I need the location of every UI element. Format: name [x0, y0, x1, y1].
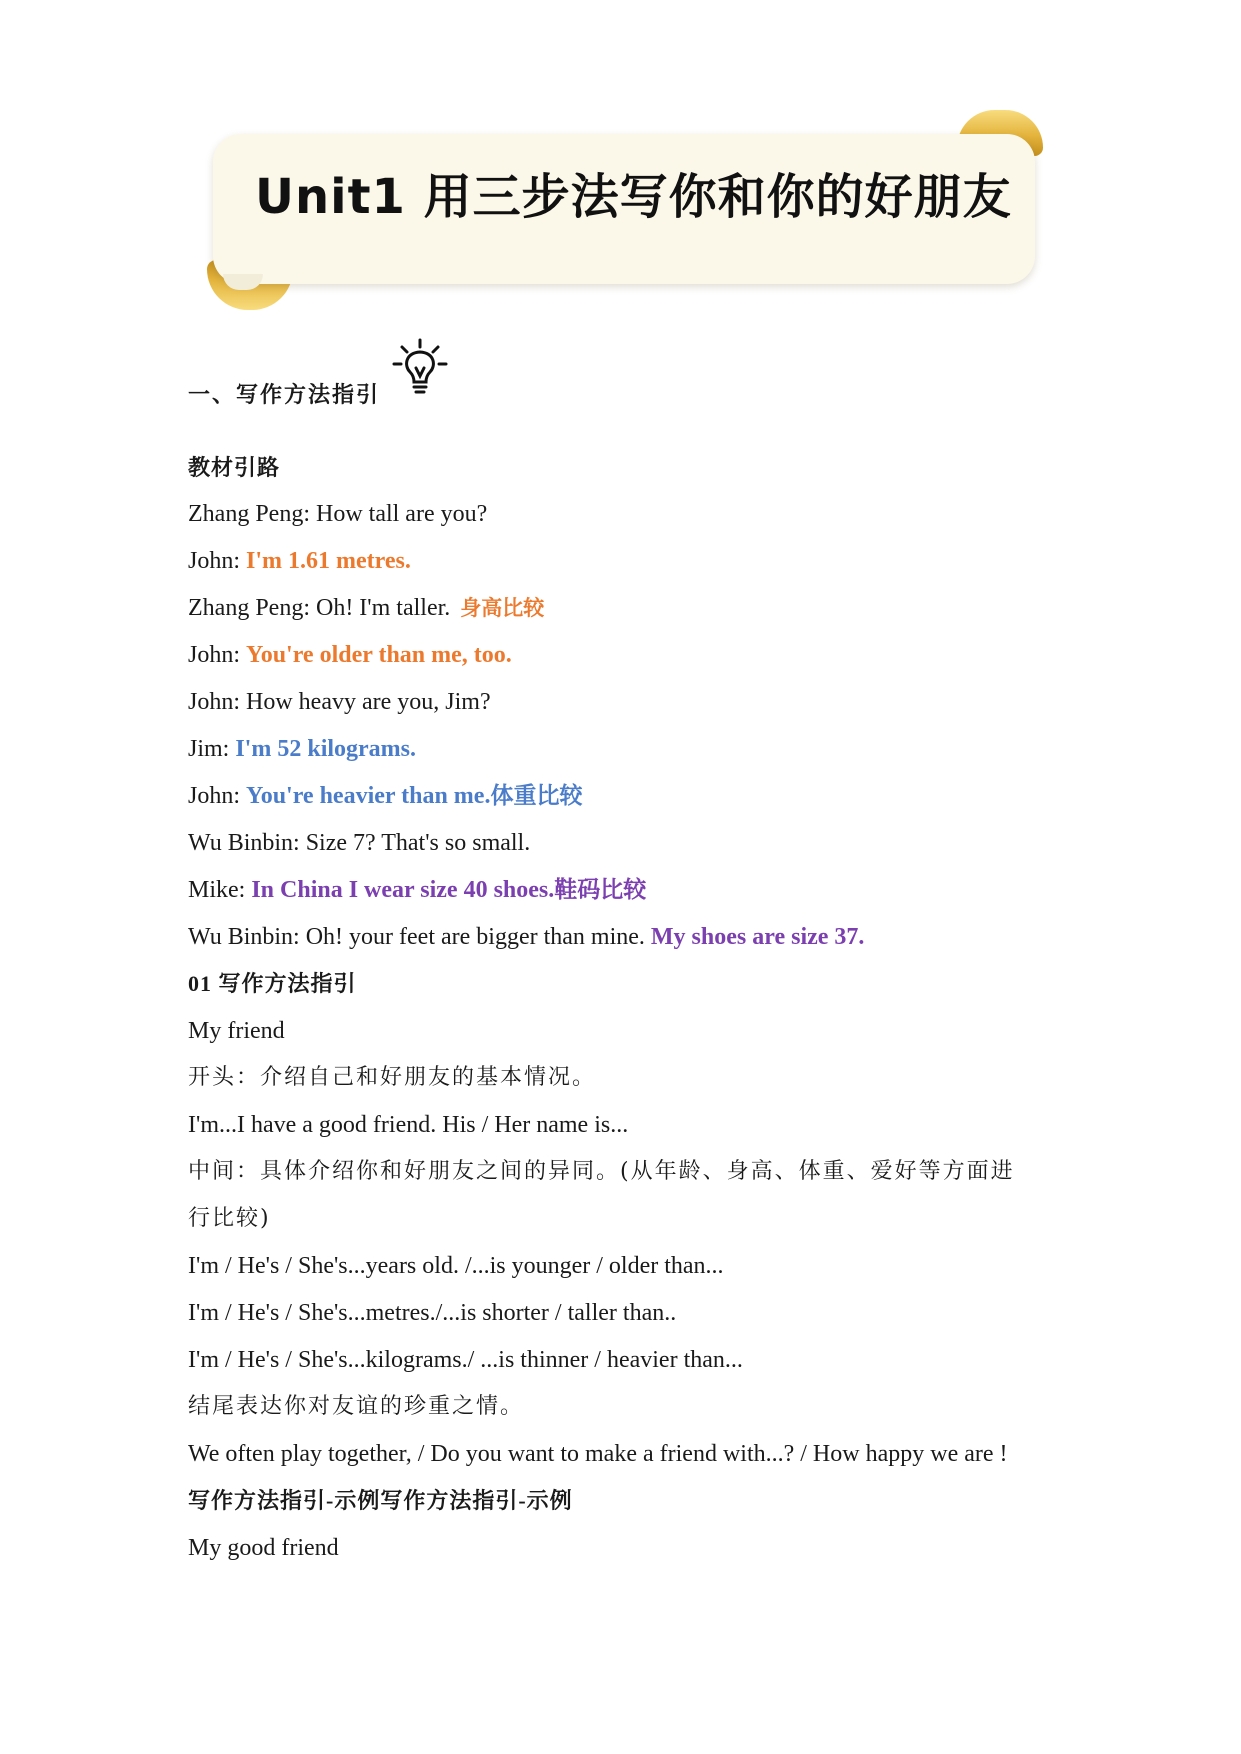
guide-heading: 01 写作方法指引: [188, 971, 357, 996]
section-heading: 一、写作方法指引: [188, 382, 381, 408]
guide-title-line: My friend: [188, 1018, 285, 1044]
middle-example: I'm / He's / She's...metres./...is shorter / taller than..: [188, 1300, 677, 1326]
dialogue-line: [188, 828, 530, 858]
middle-example: I'm / He's / She's...years old. /...is younger / older than...: [188, 1253, 724, 1279]
opening-example: I'm...I have a good friend. His / Her name is...: [188, 1112, 629, 1138]
highlight-text: My shoes are size 37.: [650, 924, 865, 950]
speaker: Wu Binbin:: [188, 830, 306, 856]
textbook-heading: 教材引路: [188, 455, 281, 480]
example-title-line: My good friend: [188, 1535, 339, 1561]
dialogue-line: [188, 593, 544, 623]
ending-example: We often play together, / Do you want to make a friend with...? / How happy we are !: [188, 1441, 1008, 1467]
middle-label: 中间：具体介绍你和好朋友之间的异同。(从年龄、身高、体重、爱好等方面进: [188, 1159, 1015, 1184]
middle-label-cont: 行比较): [188, 1206, 271, 1231]
annotation-note: 身高比较: [460, 595, 545, 620]
middle-example: I'm / He's / She's...kilograms./ ...is thinner / heavier than...: [188, 1347, 743, 1373]
annotation-note: 体重比较: [490, 782, 583, 809]
dialogue-text: Oh! your feet are bigger than mine.: [305, 924, 651, 950]
speaker: Zhang Peng:: [188, 501, 316, 527]
highlight-text: I'm 1.61 metres.: [246, 548, 411, 574]
example-heading: 写作方法指引-示例写作方法指引-示例: [188, 1488, 573, 1513]
ending-label: 结尾表达你对友谊的珍重之情。: [188, 1394, 525, 1419]
dialogue-text: Oh! I'm taller.: [315, 595, 457, 621]
speaker: Wu Binbin:: [188, 924, 306, 950]
speaker: Jim:: [188, 736, 236, 762]
dialogue-text: How heavy are you, Jim?: [246, 689, 491, 715]
dialogue-line: [188, 640, 512, 670]
speaker: John:: [188, 548, 247, 574]
dialogue-line: [188, 922, 864, 952]
highlight-text: In China I wear size 40 shoes.: [251, 877, 555, 903]
speaker: Mike:: [188, 877, 252, 903]
highlight-text: I'm 52 kilograms.: [235, 736, 417, 762]
highlight-text: You're older than me, too.: [246, 642, 512, 668]
lightbulb-icon: [392, 338, 448, 398]
page-title: Unit1 用三步法写你和你的好朋友: [255, 169, 1012, 225]
dialogue-line: [188, 546, 411, 576]
dialogue-line: [188, 875, 646, 905]
dialogue-line: [188, 687, 491, 717]
dialogue-line: [188, 781, 582, 811]
dialogue-text: How tall are you?: [315, 501, 488, 527]
dialogue-line: [188, 499, 487, 529]
dialogue-text: Size 7? That's so small.: [305, 830, 531, 856]
highlight-text: You're heavier than me.: [246, 783, 491, 809]
annotation-note: 鞋码比较: [554, 876, 647, 903]
dialogue-line: [188, 734, 416, 764]
opening-label: 开头：介绍自己和好朋友的基本情况。: [188, 1065, 597, 1090]
speaker: John:: [188, 642, 247, 668]
speaker: Zhang Peng:: [188, 595, 316, 621]
speaker: John:: [188, 783, 247, 809]
speaker: John:: [188, 689, 247, 715]
